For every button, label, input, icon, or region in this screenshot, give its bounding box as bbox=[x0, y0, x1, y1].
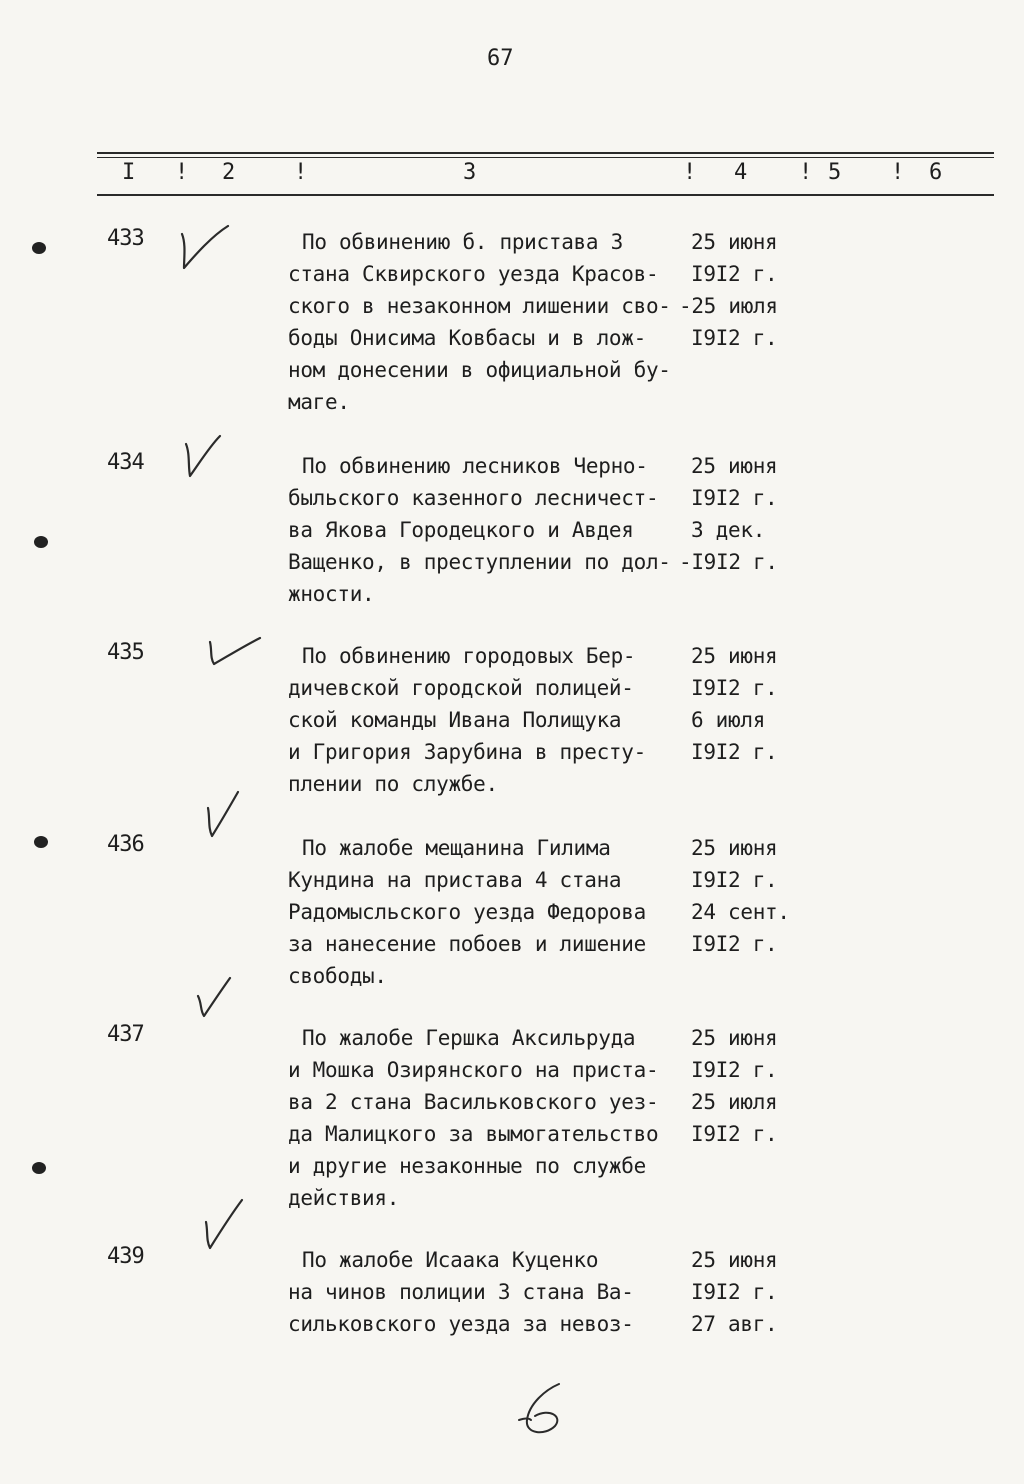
entry-description bbox=[288, 226, 688, 418]
description-line: свободы. bbox=[288, 964, 387, 988]
date-line: 25 июня bbox=[691, 1026, 778, 1050]
description-line: По жалобе Гершка Аксильруда bbox=[302, 1026, 636, 1050]
date-line: I9I2 г. bbox=[691, 1122, 778, 1146]
date-line: I9I2 г. bbox=[691, 1280, 778, 1304]
date-line: 25 июня bbox=[691, 1248, 778, 1272]
description-line: на чинов полиции 3 стана Ва- bbox=[288, 1280, 634, 1304]
description-line: ном донесении в официальной бу- bbox=[288, 358, 671, 382]
description-line: По обвинению лесников Черно- bbox=[302, 454, 648, 478]
date-line: 25 июня bbox=[691, 454, 778, 478]
column-header-2: 2 bbox=[222, 160, 236, 185]
date-line: 25 июля bbox=[691, 1090, 778, 1114]
description-line: Кундина на пристава 4 стана bbox=[288, 868, 622, 892]
checkmark-icon bbox=[178, 432, 228, 482]
description-line: ва Якова Городецкого и Авдея bbox=[288, 518, 634, 542]
description-line: и Григория Зарубина в престу- bbox=[288, 740, 646, 764]
date-line: I9I2 г. bbox=[691, 676, 778, 700]
column-header-4: 4 bbox=[734, 160, 748, 185]
description-line: боды Онисима Ковбасы и в лож- bbox=[288, 326, 646, 350]
entry-description bbox=[288, 640, 688, 800]
description-line: и Мошка Озирянского на приста- bbox=[288, 1058, 659, 1082]
date-line: 27 авг. bbox=[691, 1312, 778, 1336]
punch-hole bbox=[34, 536, 48, 548]
checkmark-icon bbox=[204, 634, 264, 668]
description-line: быльского казенного лесничест- bbox=[288, 486, 659, 510]
date-line: 6 июля bbox=[691, 708, 766, 732]
description-line: Радомысльского уезда Федорова bbox=[288, 900, 646, 924]
description-line: По жалобе Исаака Куценко bbox=[302, 1248, 599, 1272]
entry-number: 435 bbox=[107, 640, 144, 665]
date-line: I9I2 г. bbox=[691, 868, 778, 892]
column-header-5: 5 bbox=[828, 160, 842, 185]
header-rule-top bbox=[97, 152, 994, 154]
entry-dates bbox=[691, 832, 821, 960]
column-separator: ! bbox=[799, 160, 813, 185]
date-line: 25 июня bbox=[691, 644, 778, 668]
date-line: I9I2 г. bbox=[691, 486, 778, 510]
page-number: 67 bbox=[487, 46, 514, 71]
entry-description bbox=[288, 1244, 688, 1340]
date-line: 25 июня bbox=[691, 230, 778, 254]
punch-hole bbox=[34, 836, 48, 848]
entry-number: 434 bbox=[107, 450, 144, 475]
description-line: плении по службе. bbox=[288, 772, 498, 796]
description-line: маге. bbox=[288, 390, 350, 414]
description-line: По жалобе мещанина Гилима bbox=[302, 836, 611, 860]
entry-description bbox=[288, 450, 688, 610]
header-rule-top-thin bbox=[97, 157, 994, 158]
entry-dates bbox=[679, 450, 821, 578]
description-line: стана Сквирского уезда Красов- bbox=[288, 262, 659, 286]
description-line: ва 2 стана Васильковского уез- bbox=[288, 1090, 659, 1114]
entry-number: 439 bbox=[107, 1244, 144, 1269]
column-separator: ! bbox=[683, 160, 697, 185]
description-line: за нанесение побоев и лишение bbox=[288, 932, 646, 956]
description-line: действия. bbox=[288, 1186, 400, 1210]
column-separator: ! bbox=[175, 160, 189, 185]
column-header-1: I bbox=[122, 160, 136, 185]
date-line: I9I2 г. bbox=[691, 326, 778, 350]
entry-description bbox=[288, 1022, 688, 1214]
description-line: ской команды Ивана Полищука bbox=[288, 708, 622, 732]
description-line: По обвинению городовых Бер- bbox=[302, 644, 636, 668]
entry-number: 436 bbox=[107, 832, 144, 857]
date-line: I9I2 г. bbox=[691, 262, 778, 286]
entry-description bbox=[288, 832, 688, 992]
column-separator: ! bbox=[891, 160, 905, 185]
punch-hole bbox=[32, 242, 46, 254]
entry-number: 437 bbox=[107, 1022, 144, 1047]
description-line: ского в незаконном лишении сво- bbox=[288, 294, 671, 318]
checkmark-icon bbox=[200, 790, 250, 842]
date-line: 24 сент. bbox=[691, 900, 790, 924]
description-line: Ващенко, в преступлении по дол- bbox=[288, 550, 671, 574]
column-header-3: 3 bbox=[463, 160, 477, 185]
description-line: дичевской городской полицей- bbox=[288, 676, 634, 700]
checkmark-icon bbox=[192, 976, 242, 1022]
date-line: I9I2 г. bbox=[691, 1058, 778, 1082]
description-line: По обвинению б. пристава 3 bbox=[302, 230, 623, 254]
entry-dates bbox=[691, 1022, 821, 1150]
handwritten-page-mark bbox=[515, 1380, 575, 1440]
description-line: жности. bbox=[288, 582, 375, 606]
entry-dates bbox=[691, 1244, 821, 1340]
entry-dates bbox=[691, 640, 821, 768]
date-line: 3 дек. bbox=[691, 518, 766, 542]
punch-hole bbox=[32, 1162, 46, 1174]
header-rule-bottom bbox=[97, 194, 994, 196]
checkmark-icon bbox=[176, 222, 236, 274]
date-line: I9I2 г. bbox=[691, 932, 778, 956]
column-header-6: 6 bbox=[929, 160, 943, 185]
entry-dates bbox=[679, 226, 821, 354]
date-line: -25 июля bbox=[679, 294, 778, 318]
description-line: сильковского уезда за невоз- bbox=[288, 1312, 634, 1336]
date-line: -I9I2 г. bbox=[679, 550, 778, 574]
description-line: да Малицкого за вымогательство bbox=[288, 1122, 659, 1146]
entry-number: 433 bbox=[107, 226, 144, 251]
description-line: и другие незаконные по службе bbox=[288, 1154, 646, 1178]
checkmark-icon bbox=[200, 1198, 250, 1252]
date-line: 25 июня bbox=[691, 836, 778, 860]
column-separator: ! bbox=[294, 160, 308, 185]
date-line: I9I2 г. bbox=[691, 740, 778, 764]
